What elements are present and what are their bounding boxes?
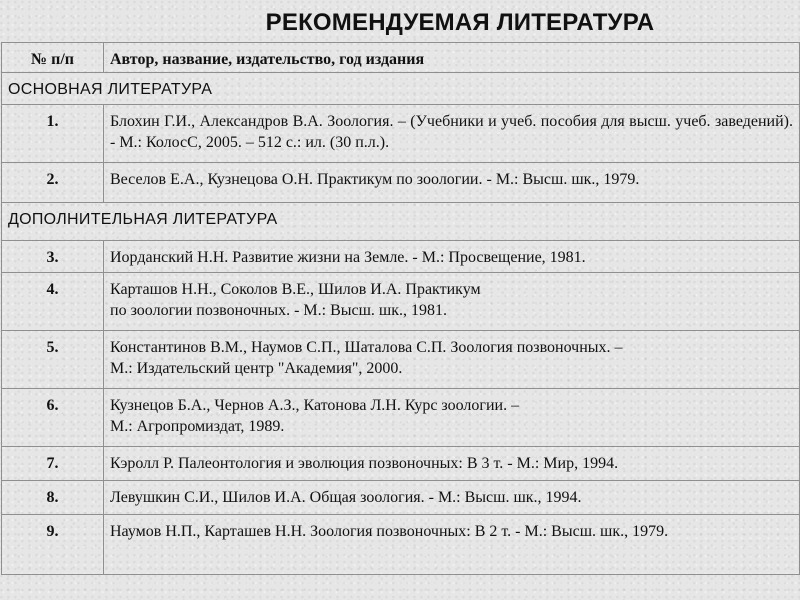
header-number: № п/п [2,43,104,73]
table-row [2,515,800,575]
literature-table [1,42,800,575]
row-reference [104,389,800,447]
page-title: РЕКОМЕНДУЕМАЯ ЛИТЕРАТУРА [265,9,655,36]
section-label-additional: ДОПОЛНИТЕЛЬНАЯ ЛИТЕРАТУРА [2,203,800,241]
row-reference: Блохин Г.И., Александров В.А. Зоология. – (Учебники и учеб. пособия для высш. учеб. заведений). - М.: КолосС, 2005. – 512 с.: ил. (30 п.л.). [104,105,800,163]
row-number: 3. [2,241,104,273]
reference-line: по зоологии позвоночных. - М.: Высш. шк., 1981. [110,302,448,319]
table-row [2,105,800,163]
section-row-additional [2,203,800,241]
row-number: 1. [2,105,104,163]
section-label-main: ОСНОВНАЯ ЛИТЕРАТУРА [2,73,800,105]
row-reference: Веселов Е.А., Кузнецова О.Н. Практикум по зоологии. - М.: Высш. шк., 1979. [104,163,800,203]
row-reference [104,331,800,389]
table-row [2,447,800,481]
row-reference: Левушкин С.И., Шилов И.А. Общая зоология. - М.: Высш. шк., 1994. [104,481,800,515]
row-reference: Иорданский Н.Н. Развитие жизни на Земле. - М.: Просвещение, 1981. [104,241,800,273]
row-number: 9. [2,515,104,575]
table-header-row [2,43,800,73]
row-reference: Кэролл Р. Палеонтология и эволюция позвоночных: В 3 т. - М.: Мир, 1994. [104,447,800,481]
table-row [2,389,800,447]
row-number: 8. [2,481,104,515]
header-description: Автор, название, издательство, год издания [104,43,800,73]
row-number: 5. [2,331,104,389]
row-number: 2. [2,163,104,203]
row-reference [104,273,800,331]
table-row [2,241,800,273]
reference-line: М.: Агропромиздат, 1989. [110,418,285,435]
reference-line: Карташов Н.Н., Соколов В.Е., Шилов И.А. Практикум [110,281,481,298]
reference-line: Константинов В.М., Наумов С.П., Шаталова С.П. Зоология позвоночных. – [110,339,623,356]
row-reference: Наумов Н.П., Карташев Н.Н. Зоология позвоночных: В 2 т. - М.: Высш. шк., 1979. [104,515,800,575]
table-row [2,481,800,515]
table-row [2,273,800,331]
section-row-main [2,73,800,105]
table-row [2,163,800,203]
row-number: 4. [2,273,104,331]
reference-line: Кузнецов Б.А., Чернов А.З., Катонова Л.Н. Курс зоологии. – [110,397,520,414]
row-number: 6. [2,389,104,447]
table-row [2,331,800,389]
row-number: 7. [2,447,104,481]
reference-line: М.: Издательский центр "Академия", 2000. [110,360,403,377]
